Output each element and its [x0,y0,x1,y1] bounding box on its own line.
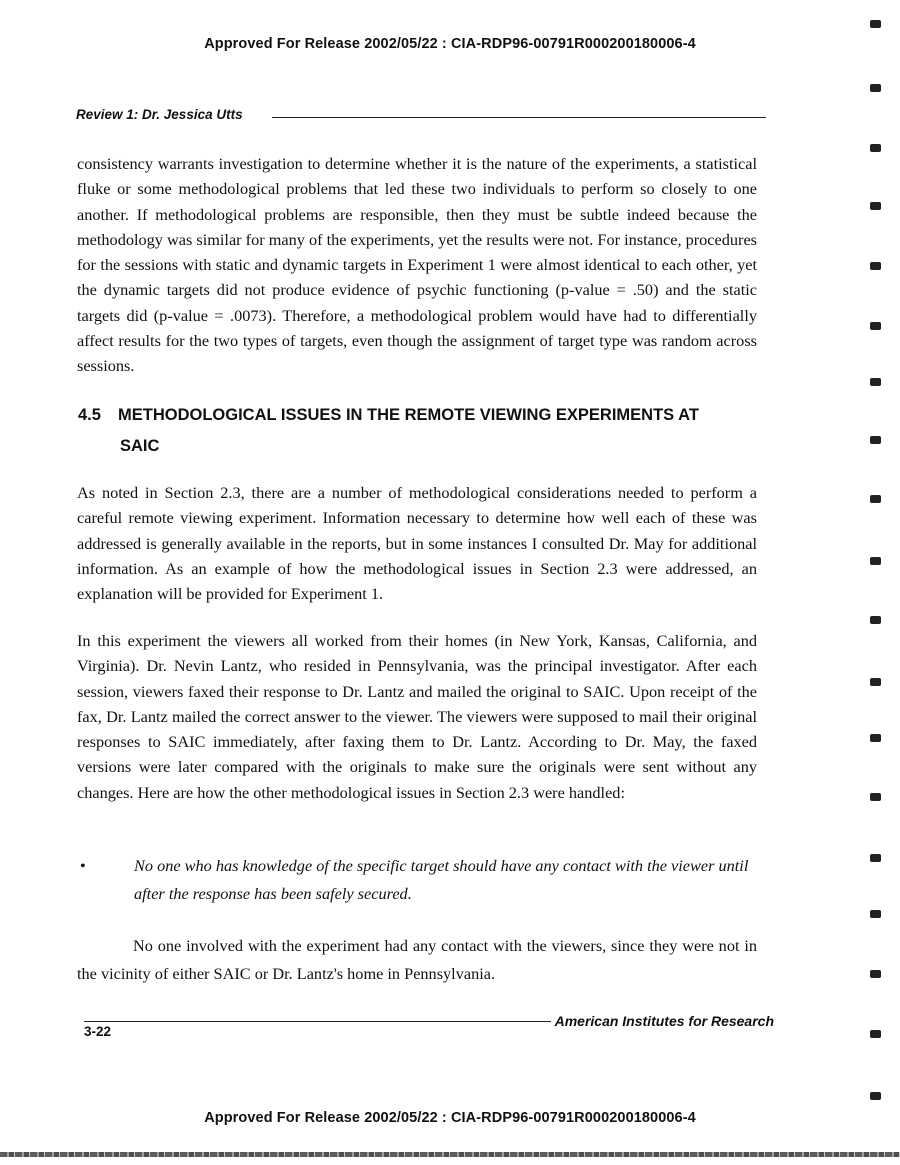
scan-margin-mark [870,557,881,565]
running-header-label: Review 1: Dr. Jessica Utts [76,107,249,122]
paragraph-experiment-homes: In this experiment the viewers all worked from their homes (in New York, Kansas, California, and Virginia). Dr. Nevin Lantz, who resided in Pennsylvania, was the principal investigator. After each session, viewers faxed their response to Dr. Lantz and mailed the original to SAIC. Upon receipt of the fax, Dr. Lantz mailed the correct answer to the viewer. The viewers were supposed to mail their original responses to SAIC immediately, after faxing them to Dr. Lantz. According to Dr. May, the faxed versions were later compared with the originals to make sure the originals were sent without any changes. Here are how the other methodological issues in Section 2.3 were handled: [77,631,757,802]
paragraph-no-contact: No one involved with the experiment had any contact with the viewers, since they were not in the vicinity of either SAIC or Dr. Lantz's home in Pennsylvania. [77,936,757,983]
section-title-line1: METHODOLOGICAL ISSUES IN THE REMOTE VIEWING EXPERIMENTS AT [118,406,699,424]
scan-edge-bar [0,1152,900,1157]
paragraph-methodological-considerations: As noted in Section 2.3, there are a number of methodological considerations needed to perform a careful remote viewing experiment. Information necessary to determine how well each of these was addressed is generally available in the reports, but in some instances I consulted Dr. May for additional information. As an example of how the methodological issues in Section 2.3 were addressed, an explanation will be provided for Experiment 1. [77,483,757,604]
page-footer [84,1012,774,1044]
scan-margin-mark [870,1030,881,1038]
scan-margin-mark [870,734,881,742]
scan-margin-mark [870,436,881,444]
paragraph-consistency: consistency warrants investigation to determine whether it is the nature of the experiments, a statistical fluke or some methodological problems that led these two individuals to perform so closely to one another. If methodological problems are responsible, then they must be subtle indeed because the methodology was similar for many of the experiments, yet the results were not. For instance, procedures for the sessions with static and dynamic targets in Experiment 1 were almost identical to each other, yet the dynamic targets did not produce evidence of psychic functioning (p-value = .50) and the static targets did (p-value = .0073). Therefore, a methodological problem would have had to differentially affect results for the two types of targets, even though the assignment of target type was random across sessions. [77,154,758,376]
bullet-text: No one who has knowledge of the specific target should have any contact with the viewer until after the response has been safely secured. [134,856,749,903]
scan-margin-mark [870,854,881,862]
release-stamp-bottom: Approved For Release 2002/05/22 : CIA-RDP96-00791R000200180006-4 [204,1110,696,1126]
scan-margin-mark [870,1092,881,1100]
bullet-symbol: • [80,856,86,875]
running-header [76,105,766,127]
scan-margin-mark [870,970,881,978]
scan-margin-mark [870,202,881,210]
section-number: 4.5 [78,406,101,424]
section-heading [78,400,758,462]
scan-margin-mark [870,616,881,624]
footer-organization: American Institutes for Research [551,1013,774,1029]
scan-margin-mark [870,910,881,918]
scan-margin-mark [870,678,881,686]
page-number: 3-22 [84,1024,112,1039]
scan-margin-mark [870,495,881,503]
release-stamp-top: Approved For Release 2002/05/22 : CIA-RDP96-00791R000200180006-4 [204,36,696,52]
scan-margin-mark [870,84,881,92]
scan-margin-mark [870,378,881,386]
section-title-line2: SAIC [120,437,160,455]
scan-margin-mark [870,322,881,330]
scan-margin-mark [870,144,881,152]
scan-margin-mark [870,793,881,801]
header-rule [272,117,766,118]
scan-margin-mark [870,20,881,28]
scan-margin-mark [870,262,881,270]
